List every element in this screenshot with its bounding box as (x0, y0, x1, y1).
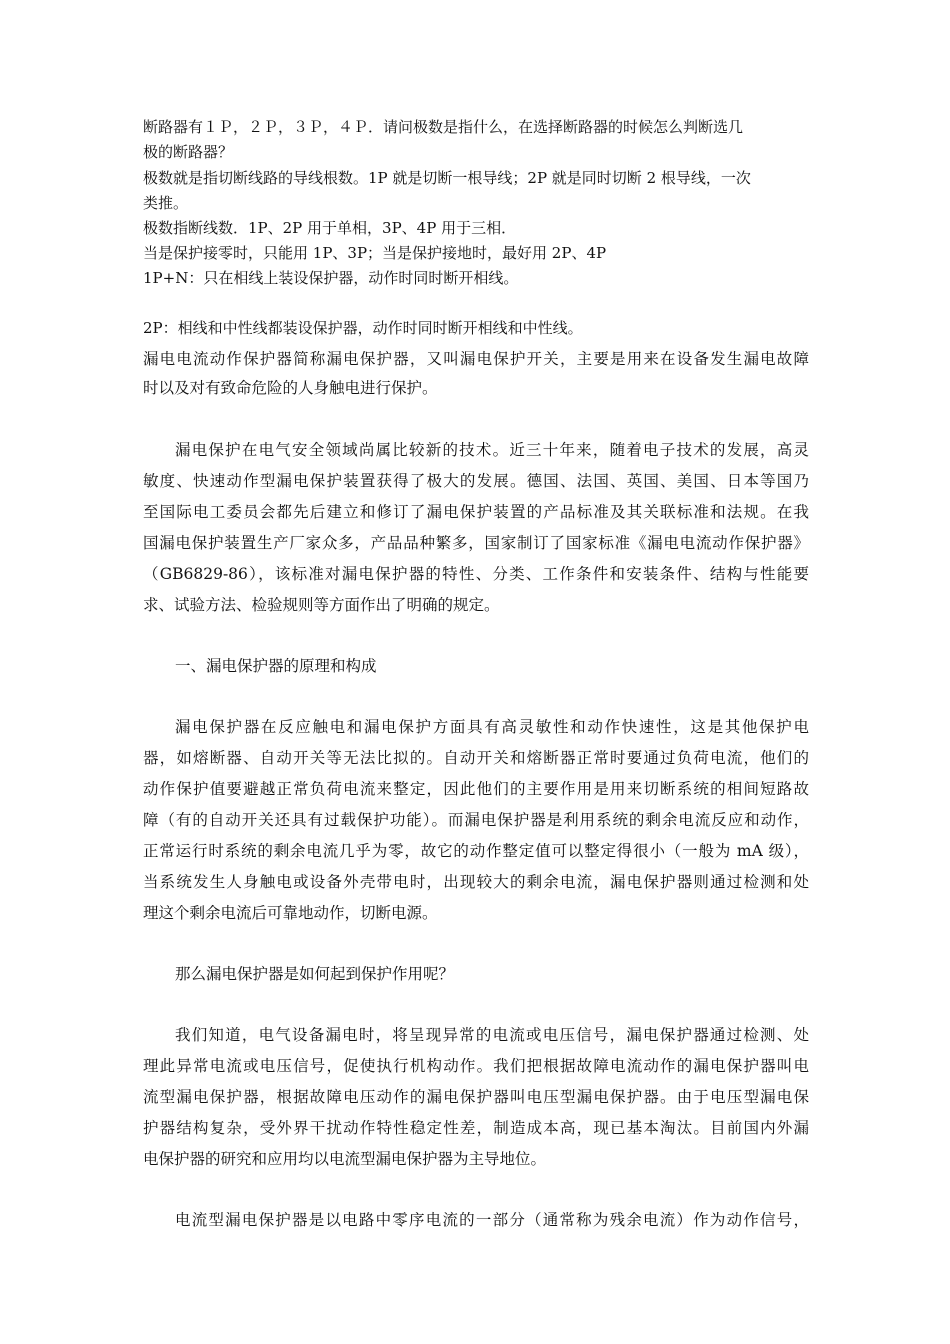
intro-line-2: 时以及对有致命危险的人身触电进行保护。 (143, 379, 438, 397)
principle-line-2: 器，如熔断器、自动开关等无法比拟的。自动开关和熔断器正常时要通过负荷电流，他们的 (143, 749, 809, 767)
faq-answer-line-1: 极数就是指切断线路的导线根数。1P 就是切断一根导线；2P 就是同时切断 2 根导线，一次 (143, 169, 751, 187)
faq-note-2: 当是保护接零时，只能用 1P、3P；当是保护接地时，最好用 2P、4P (143, 244, 607, 262)
types-line-2: 理此异常电流或电压信号，促使执行机构动作。我们把根据故障电流动作的漏电保护器叫电 (143, 1057, 809, 1075)
principle-line-3: 动作保护值要避越正常负荷电流来整定，因此他们的主要作用是用来切断系统的相间短路故 (143, 780, 809, 798)
history-line-6: 求、试验方法、检验规则等方面作出了明确的规定。 (143, 596, 500, 614)
question-heading: 那么漏电保护器是如何起到保护作用呢？ (175, 965, 455, 983)
faq-note-3: 1P+N：只在相线上装设保护器，动作时同时断开相线。 (143, 269, 519, 287)
history-line-2: 敏度、快速动作型漏电保护装置获得了极大的发展。德国、法国、英国、美国、日本等国乃 (143, 472, 809, 490)
faq-note-1: 极数指断线数．1P、2P 用于单相，3P、4P 用于三相． (143, 219, 517, 237)
types-line-1: 我们知道，电气设备漏电时，将呈现异常的电流或电压信号，漏电保护器通过检测、处 (175, 1026, 809, 1044)
faq-question-line-2: 极的断路器？ (143, 143, 234, 161)
principle-line-6: 当系统发生人身触电或设备外壳带电时，出现较大的剩余电流，漏电保护器则通过检测和处 (143, 873, 809, 891)
principle-line-4: 障（有的自动开关还具有过载保护功能）。而漏电保护器是利用系统的剩余电流反应和动作， (143, 811, 809, 829)
history-line-5: （GB6829-86），该标准对漏电保护器的特性、分类、工作条件和安装条件、结构与性能要 (143, 565, 809, 583)
history-line-3: 至国际电工委员会都先后建立和修订了漏电保护装置的产品标准及其关联标准和法规。在我 (143, 503, 809, 521)
history-line-1: 漏电保护在电气安全领域尚属比较新的技术。近三十年来，随着电子技术的发展，高灵 (175, 441, 809, 459)
principle-line-1: 漏电保护器在反应触电和漏电保护方面具有高灵敏性和动作快速性，这是其他保护电 (175, 718, 809, 736)
principle-line-5: 正常运行时系统的剩余电流几乎为零，故它的动作整定值可以整定得很小（一般为 mA 级）， (143, 842, 809, 860)
types-line-4: 护器结构复杂，受外界干扰动作特性稳定性差，制造成本高，现已基本淘汰。目前国内外漏 (143, 1119, 809, 1137)
intro-line-1: 漏电电流动作保护器简称漏电保护器，又叫漏电保护开关，主要是用来在设备发生漏电故障 (143, 350, 809, 368)
faq-note-4: 2P：相线和中性线都装设保护器，动作时同时断开相线和中性线。 (143, 319, 583, 337)
faq-question-line-1: 断路器有１Ｐ，２Ｐ，３Ｐ，４Ｐ．请问极数是指什么，在选择断路器的时候怎么判断选几 (143, 118, 744, 136)
principle-line-7: 理这个剩余电流后可靠地动作，切断电源。 (143, 904, 438, 922)
types-line-5: 电保护器的研究和应用均以电流型漏电保护器为主导地位。 (143, 1150, 547, 1168)
current-line-1: 电流型漏电保护器是以电路中零序电流的一部分（通常称为残余电流）作为动作信号， (175, 1211, 809, 1229)
history-line-4: 国漏电保护装置生产厂家众多，产品品种繁多，国家制订了国家标准《漏电电流动作保护器》 (143, 534, 809, 552)
faq-answer-line-2: 类推。 (143, 194, 189, 212)
section-heading: 一、漏电保护器的原理和构成 (175, 657, 377, 675)
types-line-3: 流型漏电保护器，根据故障电压动作的漏电保护器叫电压型漏电保护器。由于电压型漏电保 (143, 1088, 809, 1106)
